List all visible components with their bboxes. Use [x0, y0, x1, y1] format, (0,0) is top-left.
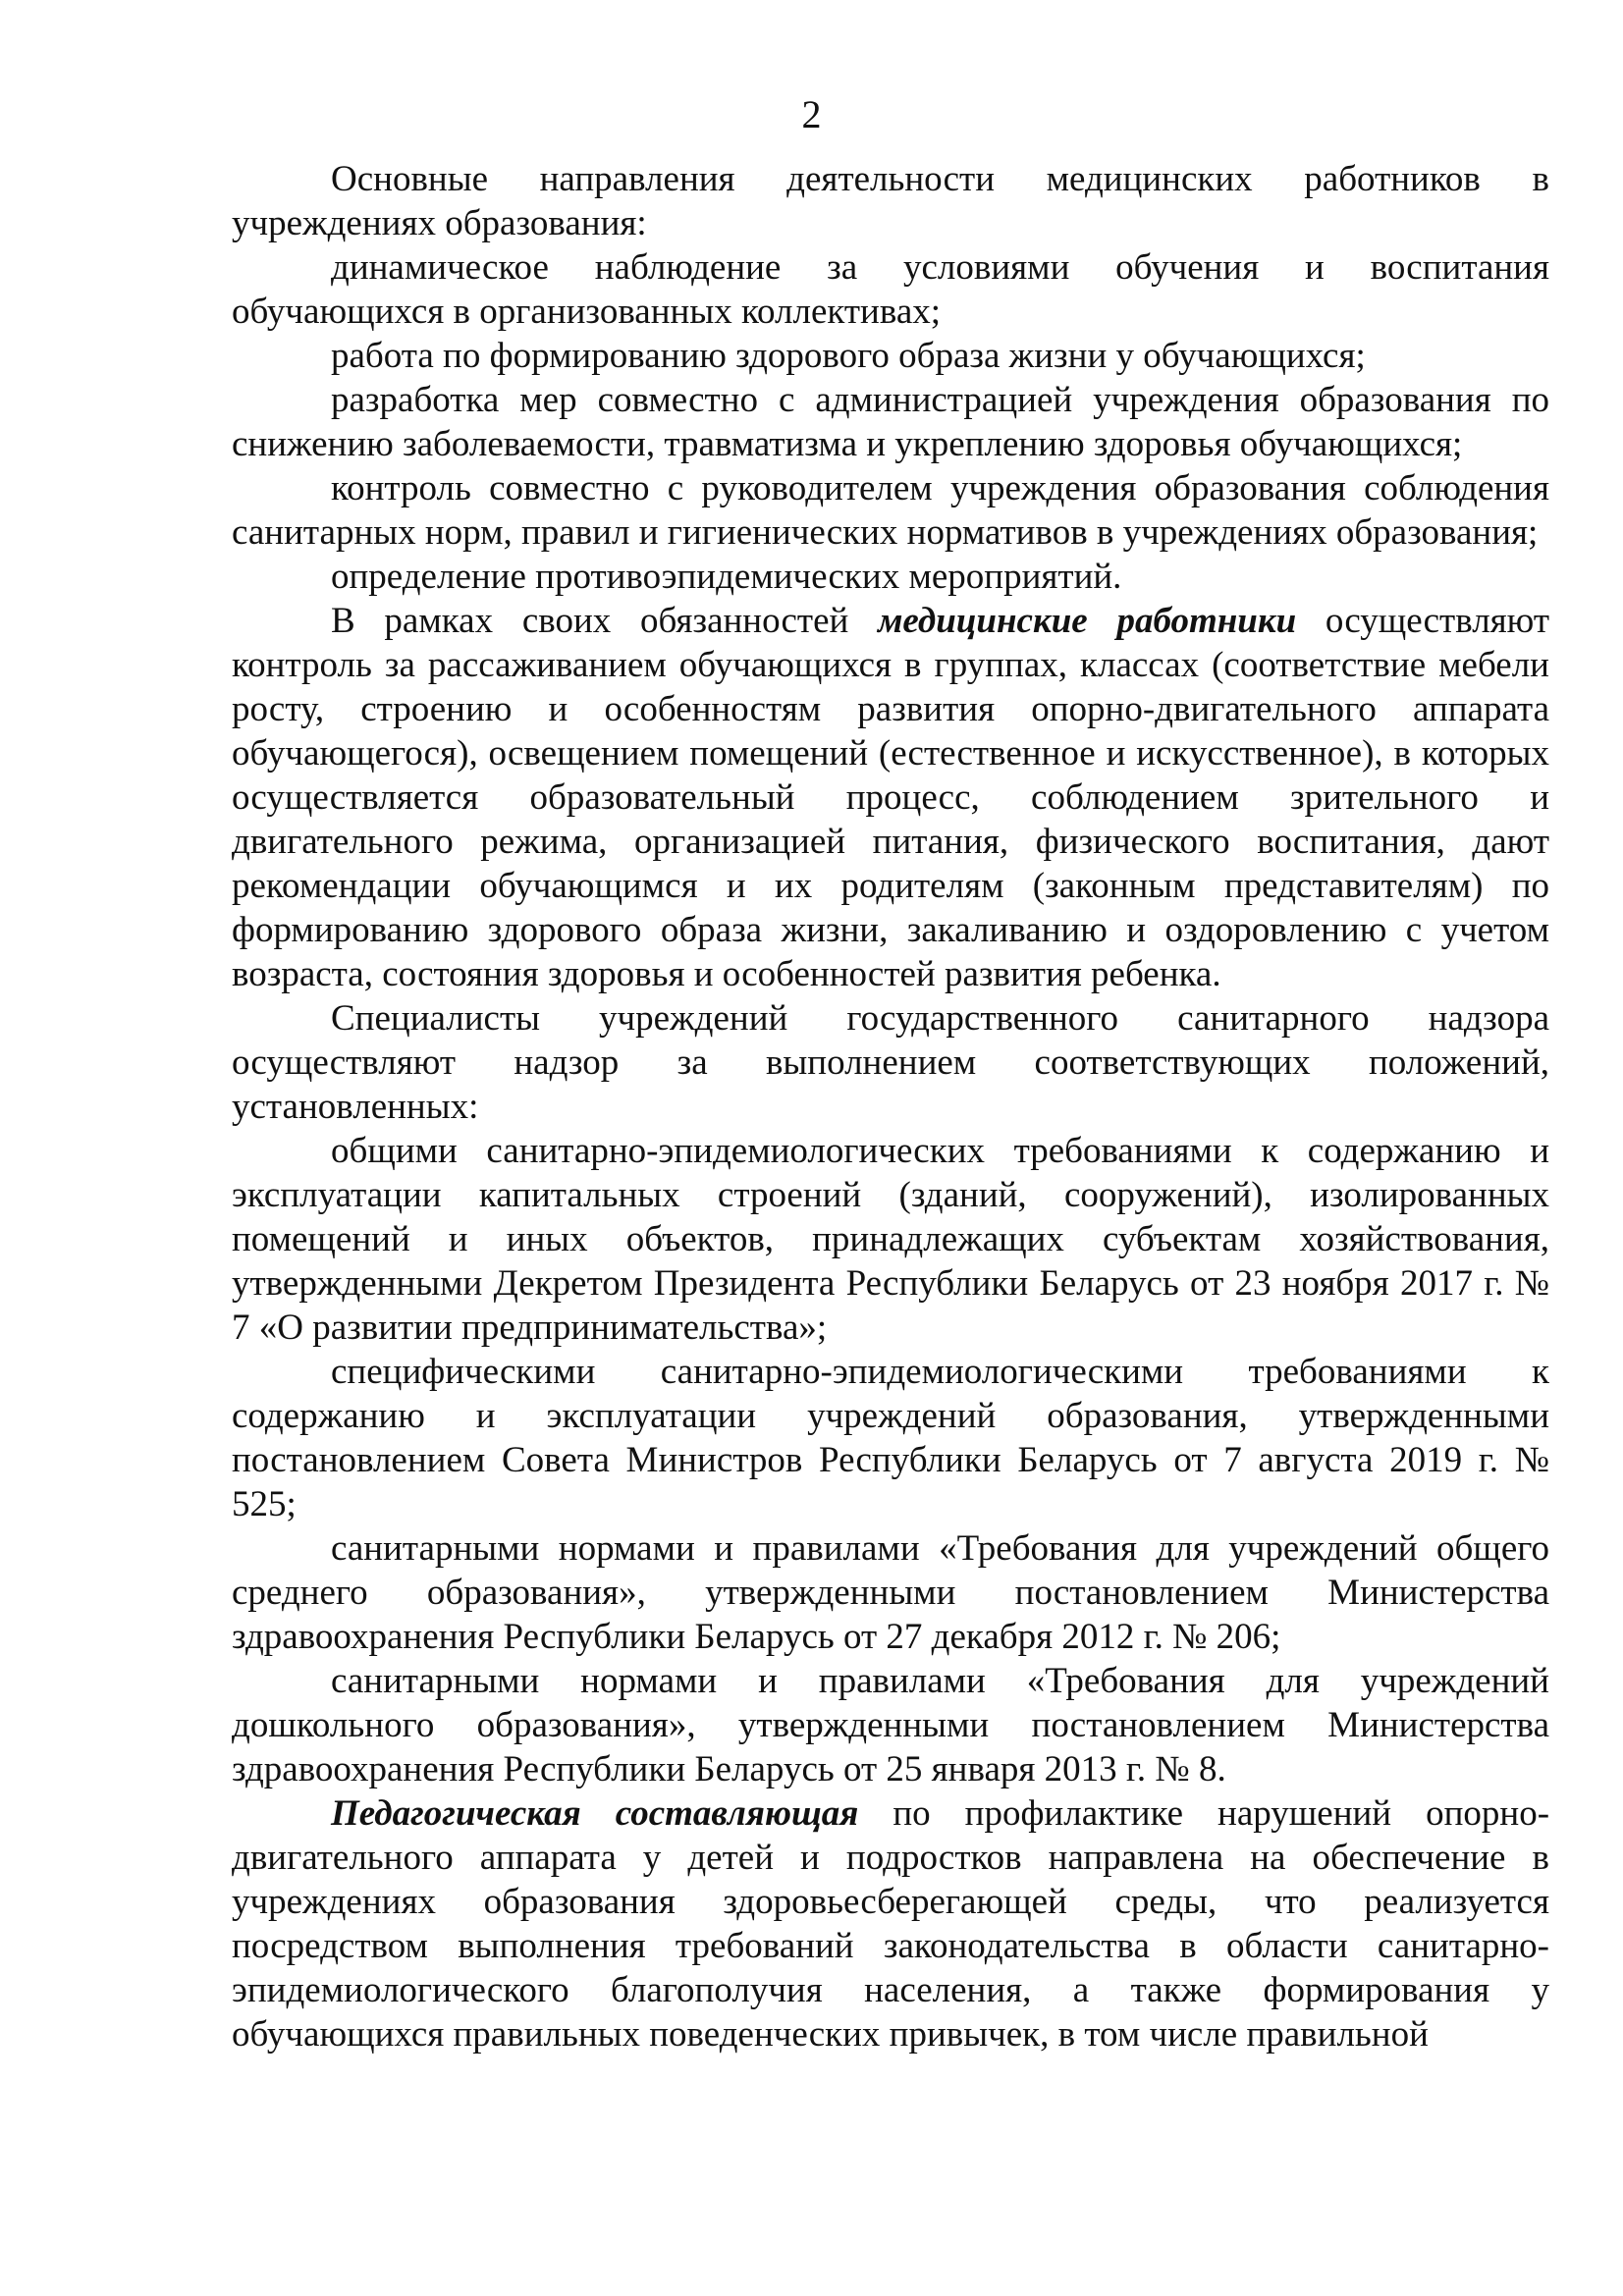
paragraph-main-directions: Основные направления деятельности медицинских работников в учреждениях образования: [232, 159, 1549, 243]
paragraph-measures-development: разработка мер совместно с администрацией учреждения образования по снижению заболеваемости, травматизма и укреплению здоровья обучающихся; [232, 380, 1549, 464]
paragraph-anti-epidemic: определение противоэпидемических мероприятий. [331, 557, 1122, 597]
paragraph-general-requirements: общими санитарно-эпидемиологических требованиями к содержанию и эксплуатации капитальных строений (зданий, сооружений), изолированных помещений и иных объектов, принадлежащих субъектам хозяйствования, утвержденными Декретом Президента Республики Беларусь от 23 ноября 2017 г. № 7 «О развитии предпринимательства»; [232, 1131, 1549, 1348]
document-body [232, 157, 1549, 2056]
paragraph-specific-requirements: специфическими санитарно-эпидемиологическими требованиями к содержанию и эксплуатации учреждений образования, утвержденными постановлением Совета Министров Республики Беларусь от 7 августа 2019 г. № 525; [232, 1352, 1549, 1524]
paragraph-pedagogical-component [232, 1791, 1549, 2056]
paragraph-control-norms: контроль совместно с руководителем учреждения образования соблюдения санитарных норм, правил и гигиенических нормативов в учреждениях образования; [232, 468, 1549, 553]
paragraph-dynamic-observation: динамическое наблюдение за условиями обучения и воспитания обучающихся в организованных коллективах; [232, 247, 1549, 332]
paragraph-healthy-lifestyle: работа по формированию здорового образа жизни у обучающихся; [331, 336, 1366, 376]
emphasis-pedagogical-component: Педагогическая составляющая [331, 1793, 859, 1834]
page-number: 2 [801, 92, 822, 136]
paragraph-secondary-school-rules: санитарными нормами и правилами «Требования для учреждений общего среднего образования», утвержденными постановлением Министерства здравоохранения Республики Беларусь от 27 декабря 2012 г. № 206; [232, 1528, 1549, 1657]
paragraph-pedagogical-rest: по профилактике нарушений опорно-двигательного аппарата у детей и подростков направлена на обеспечение в учреждениях образования здоровьесберегающей среды, что реализуется посредством выполнения требований законодательства в области санитарно-эпидемиологического благополучия населения, а также формирования у обучающихся правильных поведенческих привычек, в том числе правильной [232, 1793, 1550, 2055]
emphasis-medical-workers: медицинские работники [878, 601, 1297, 641]
paragraph-medical-workers-lead: В рамках своих обязанностей [331, 601, 879, 641]
paragraph-medical-workers [232, 599, 1549, 996]
paragraph-preschool-rules: санитарными нормами и правилами «Требования для учреждений дошкольного образования», утвержденными постановлением Министерства здравоохранения Республики Беларусь от 25 января 2013 г. № 8. [232, 1661, 1549, 1789]
paragraph-medical-workers-rest: осуществляют контроль за рассаживанием обучающихся в группах, классах (соответствие мебели росту, строению и особенностям развития опорно-двигательного аппарата обучающегося), освещением помещений (естественное и искусственное), в которых осуществляется образовательный процесс, соблюдением зрительного и двигательного режима, организацией питания, физического воспитания, дают рекомендации обучающимся и их родителям (законным представителям) по формированию здорового образа жизни, закаливанию и оздоровлению с учетом возраста, состояния здоровья и особенностей развития ребенка. [232, 601, 1550, 994]
paragraph-sanitary-specialists: Специалисты учреждений государственного санитарного надзора осуществляют надзор за выполнением соответствующих положений, установленных: [232, 998, 1549, 1127]
